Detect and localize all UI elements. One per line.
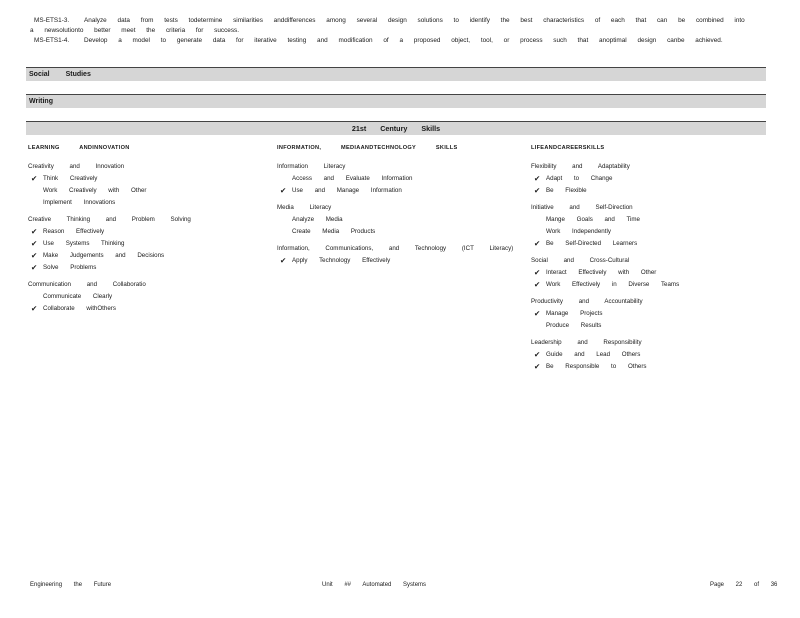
skill-item-label: Be Responsible to Others: [546, 363, 647, 370]
item-indent: [531, 320, 546, 332]
skill-item-label: Interact Effectively with Other: [546, 269, 657, 276]
skill-group: [28, 161, 268, 209]
skill-item-label: Use and Manage Information: [292, 187, 402, 194]
skill-group: [531, 161, 761, 197]
skill-item: [277, 226, 517, 238]
skill-group: [28, 214, 268, 274]
skill-group: [277, 161, 517, 197]
skill-group-title: Creative Thinking and Problem Solving: [28, 216, 191, 223]
column-heading: LIFEANDCAREERSKILLS: [531, 145, 605, 151]
skill-item: [277, 255, 517, 267]
checkmark-icon: ✔: [31, 239, 38, 248]
standard-row: [26, 16, 766, 26]
skill-item-label: Work Creatively with Other: [43, 187, 147, 194]
checkmark-icon: ✔: [31, 251, 38, 260]
skill-group-title: Social and Cross-Cultural: [531, 257, 630, 264]
checkmark-icon: ✔: [534, 174, 541, 183]
skill-item-label: Be Flexible: [546, 187, 587, 194]
skill-group-title: Creativity and Innovation: [28, 163, 125, 170]
footer-course-title: Engineering the Future: [30, 582, 112, 588]
standard-text: Develop a model to generate data for iterative testing and modification of a proposed object, tool, or process such that anoptimal design canbe achieved.: [84, 37, 723, 44]
skill-item: [531, 361, 761, 373]
skill-item-label: Mange Goals and Time: [546, 216, 640, 223]
skill-item: [531, 173, 761, 185]
skill-item: [277, 173, 517, 185]
skill-item-label: Collaborate withOthers: [43, 305, 116, 312]
standard-code: MS-ETS1-3.: [34, 17, 70, 24]
skill-group-title: Leadership and Responsibility: [531, 339, 642, 346]
skill-item-label: Make Judgements and Decisions: [43, 252, 165, 259]
checkmark-icon: ✔: [31, 227, 38, 236]
skill-item: [28, 197, 268, 209]
section-header-21st-century-skills: 21st Century Skills: [26, 121, 766, 135]
item-indent: [277, 173, 292, 185]
skill-item-label: Work Independently: [546, 228, 611, 235]
skill-item: [28, 250, 268, 262]
skill-item: [531, 238, 761, 250]
item-indent: [28, 197, 43, 209]
skill-group: [277, 202, 517, 238]
skill-group: [531, 202, 761, 250]
skill-item: [28, 185, 268, 197]
skill-item: [277, 185, 517, 197]
item-indent: [28, 291, 43, 303]
skill-item: [28, 262, 268, 274]
skill-item: [531, 279, 761, 291]
checkmark-icon: ✔: [280, 256, 287, 265]
item-indent: [531, 214, 546, 226]
checkmark-icon: ✔: [534, 186, 541, 195]
skill-item-label: Produce Results: [546, 322, 602, 329]
skill-group-title: Information Literacy: [277, 163, 346, 170]
column-heading: LEARNING ANDINNOVATION: [28, 145, 130, 151]
standard-text: Analyze data from tests todetermine similarities anddifferences among several design solutions to identify the best characteristics of each that can be combined into: [84, 17, 745, 24]
item-indent: [277, 214, 292, 226]
skill-group: [531, 255, 761, 291]
item-indent: [28, 185, 43, 197]
skill-group: [531, 337, 761, 373]
skills-column-information-media-technology: [277, 142, 517, 272]
skill-group: [277, 243, 517, 267]
skill-group: [531, 296, 761, 332]
skill-item: [531, 320, 761, 332]
checkmark-icon: ✔: [534, 309, 541, 318]
checkmark-icon: ✔: [534, 362, 541, 371]
checkmark-icon: ✔: [534, 280, 541, 289]
skill-item: [28, 303, 268, 315]
skill-item-label: Use Systems Thinking: [43, 240, 125, 247]
skill-item-label: Reason Effectively: [43, 228, 105, 235]
skill-item-label: Manage Projects: [546, 310, 603, 317]
skill-item: [531, 214, 761, 226]
skill-group-title: Productivity and Accountability: [531, 298, 643, 305]
skill-item: [28, 173, 268, 185]
skill-item-label: Access and Evaluate Information: [292, 175, 413, 182]
skill-item: [28, 226, 268, 238]
checkmark-icon: ✔: [31, 263, 38, 272]
footer-unit-title: Unit ## Automated Systems: [322, 582, 427, 588]
section-header-writing: Writing: [26, 94, 766, 108]
skill-item-label: Apply Technology Effectively: [292, 257, 391, 264]
skill-group-title: Initiative and Self-Direction: [531, 204, 633, 211]
skill-item: [277, 214, 517, 226]
skills-column-learning-innovation: [28, 142, 268, 320]
section-header-social-studies: Social Studies: [26, 67, 766, 81]
standard-code: MS-ETS1-4.: [34, 37, 70, 44]
skill-group-title: Media Literacy: [277, 204, 332, 211]
checkmark-icon: ✔: [31, 304, 38, 313]
checkmark-icon: ✔: [534, 268, 541, 277]
standard-continuation: a newsolutionto better meet the criteria for success.: [30, 27, 239, 34]
skill-item-label: Be Self-Directed Learners: [546, 240, 638, 247]
skill-item: [531, 267, 761, 279]
skill-item: [28, 238, 268, 250]
standards-block: [26, 16, 766, 46]
skill-item-label: Analyze Media: [292, 216, 343, 223]
item-indent: [277, 226, 292, 238]
checkmark-icon: ✔: [534, 239, 541, 248]
skill-item-label: Guide and Lead Others: [546, 351, 641, 358]
skill-item: [531, 349, 761, 361]
checkmark-icon: ✔: [534, 350, 541, 359]
skill-item-label: Implement Innovations: [43, 199, 116, 206]
skill-item-label: Think Creatively: [43, 175, 98, 182]
skill-item: [531, 226, 761, 238]
standard-row: [26, 36, 766, 46]
skill-item-label: Adapt to Change: [546, 175, 613, 182]
footer-page-number: Page 22 of 36: [710, 582, 778, 588]
skill-group: [28, 279, 268, 315]
skill-group-title: Communication and Collaboratio: [28, 281, 146, 288]
item-indent: [531, 226, 546, 238]
skills-column-life-career: [531, 142, 761, 378]
skill-group-title: Information, Communications, and Technology (ICT Literacy): [277, 245, 514, 252]
checkmark-icon: ✔: [31, 174, 38, 183]
skill-item: [531, 185, 761, 197]
skill-group-title: Flexibility and Adaptability: [531, 163, 630, 170]
skill-item-label: Communicate Clearly: [43, 293, 113, 300]
column-heading: INFORMATION, MEDIAANDTECHNOLOGY SKILLS: [277, 145, 458, 151]
skill-item: [531, 308, 761, 320]
checkmark-icon: ✔: [280, 186, 287, 195]
skill-item: [28, 291, 268, 303]
skill-item-label: Create Media Products: [292, 228, 376, 235]
skill-item-label: Solve Problems: [43, 264, 97, 271]
skill-item-label: Work Effectively in Diverse Teams: [546, 281, 680, 288]
